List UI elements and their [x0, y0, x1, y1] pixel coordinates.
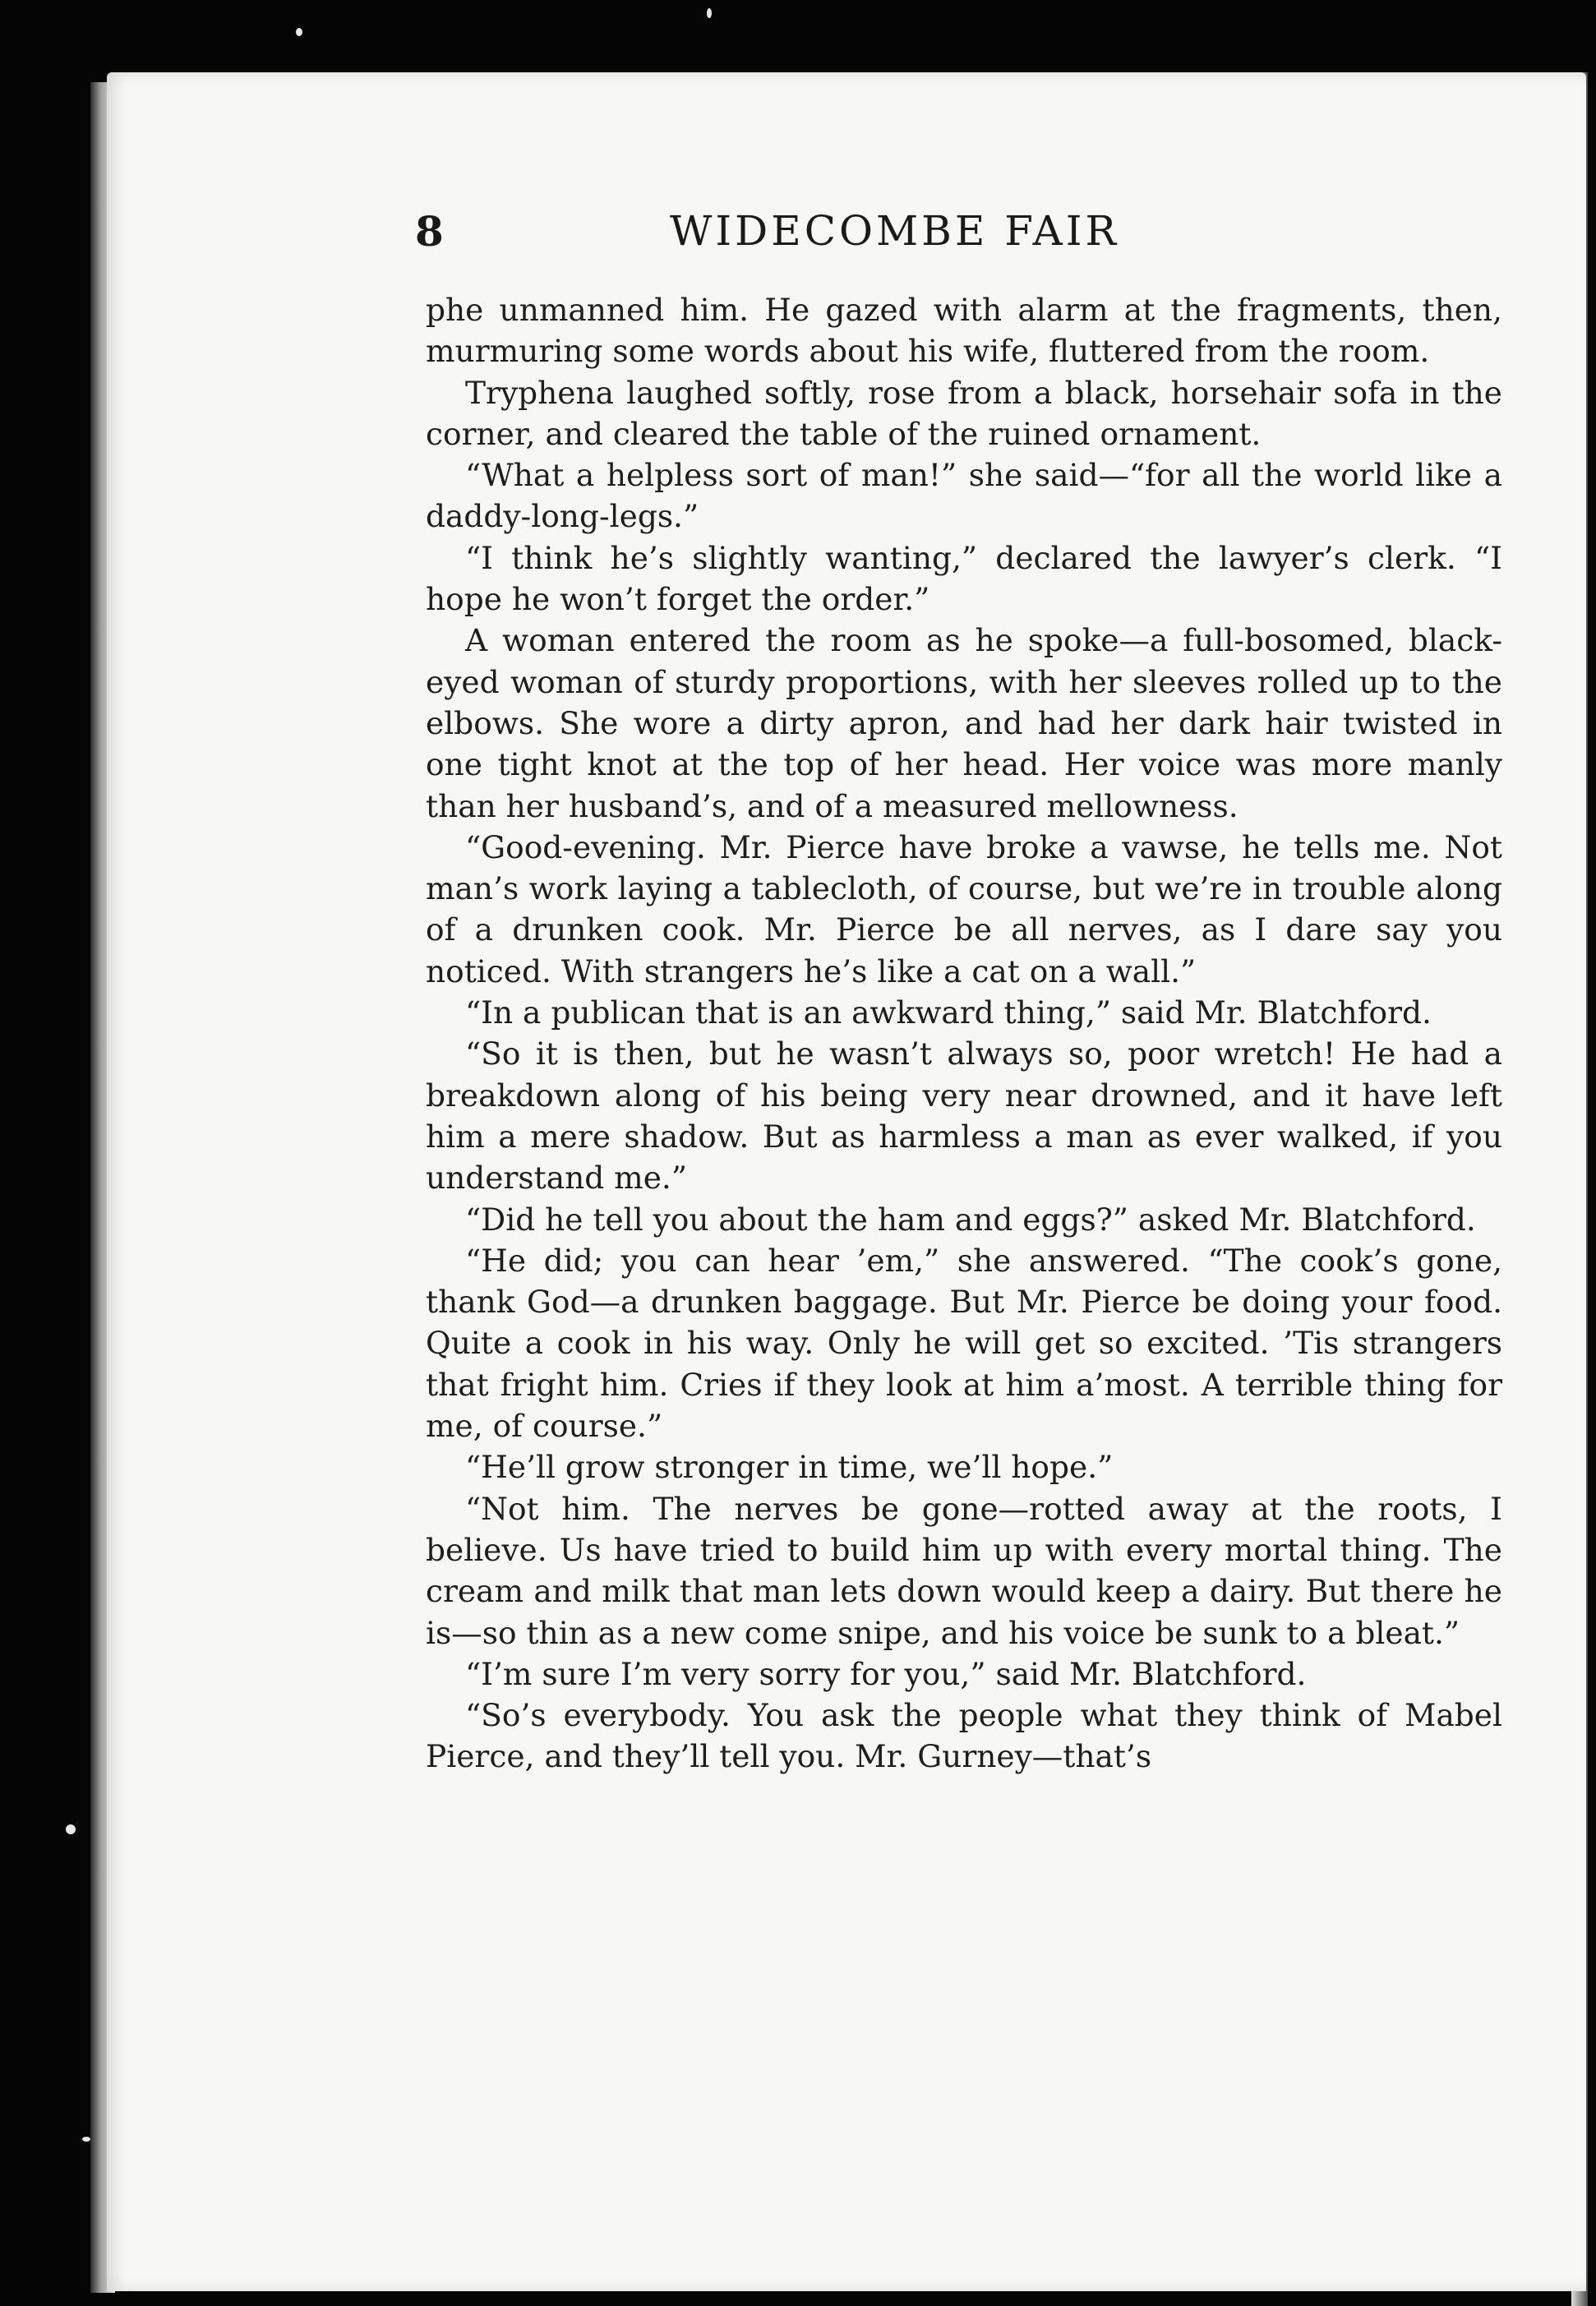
- dust-speck: [707, 8, 712, 18]
- paragraph: “So’s everybody. You ask the people what they think of Mabel Pierce, and they’ll tell you. Mr. Gurney—that’s: [426, 1697, 1502, 1775]
- paragraph: “Not him. The nerves be gone—rotted away at the roots, I believe. Us have tried to build him up with every mortal thing. The cream and milk that man lets down would keep a dairy. But there he is—so thin as a new come snipe, and his voice be sunk to a bleat.”: [426, 1490, 1502, 1651]
- paragraph: “In a publican that is an awkward thing,” said Mr. Blatchford.: [465, 994, 1432, 1031]
- running-title: WIDECOMBE FAIR: [670, 207, 1120, 255]
- page-number: 8: [415, 207, 444, 256]
- paragraph: Tryphena laughed softly, rose from a black, horsehair sofa in the corner, and cleared the table of the ruined ornament.: [426, 374, 1502, 452]
- page-header: [415, 207, 1237, 265]
- paragraph: A woman entered the room as he spoke—a full-bosomed, black-eyed woman of sturdy proportions, with her sleeves rolled up to the elbows. She wore a dirty apron, and had her dark hair twisted in one tight knot at the top of her head. Her voice was more manly than her husband’s, and of a measured mellowness.: [426, 622, 1502, 824]
- dust-speck: [296, 28, 302, 36]
- paragraph: “Good-evening. Mr. Pierce have broke a vawse, he tells me. Not man’s work laying a tablecloth, of course, but we’re in trouble along of a drunken cook. Mr. Pierce be all nerves, as I dare say you noticed. With strangers he’s like a cat on a wall.”: [426, 828, 1502, 989]
- paragraph: “So it is then, but he wasn’t always so, poor wretch! He had a breakdown along of his being very near drowned, and it have left him a mere shadow. But as harmless a man as ever walked, if you understand me.”: [426, 1035, 1502, 1197]
- paragraph: “Did he tell you about the ham and eggs?” asked Mr. Blatchford.: [465, 1201, 1476, 1238]
- dust-speck: [66, 1824, 76, 1834]
- paragraph: phe unmanned him. He gazed with alarm at the fragments, then, murmuring some words about his wife, fluttered from the room.: [426, 292, 1502, 370]
- paragraph: “I think he’s slightly wanting,” declared the lawyer’s clerk. “I hope he won’t forget the order.”: [426, 539, 1502, 618]
- paragraph: “He did; you can hear ’em,” she answered. “The cook’s gone, thank God—a drunken baggage. But Mr. Pierce be doing your food. Quite a cook in his way. Only he will get so excited. ’Tis strangers that fright him. Cries if they look at him a’most. A terrible thing for me, of course.”: [426, 1242, 1502, 1445]
- paragraph: “He’ll grow stronger in time, we’ll hope.”: [465, 1449, 1114, 1486]
- dust-speck: [82, 2137, 90, 2142]
- paragraph: “What a helpless sort of man!” she said—“for all the world like a daddy-long-legs.”: [426, 457, 1502, 535]
- body-text: [426, 289, 1502, 1778]
- paragraph: “I’m sure I’m very sorry for you,” said Mr. Blatchford.: [465, 1655, 1307, 1692]
